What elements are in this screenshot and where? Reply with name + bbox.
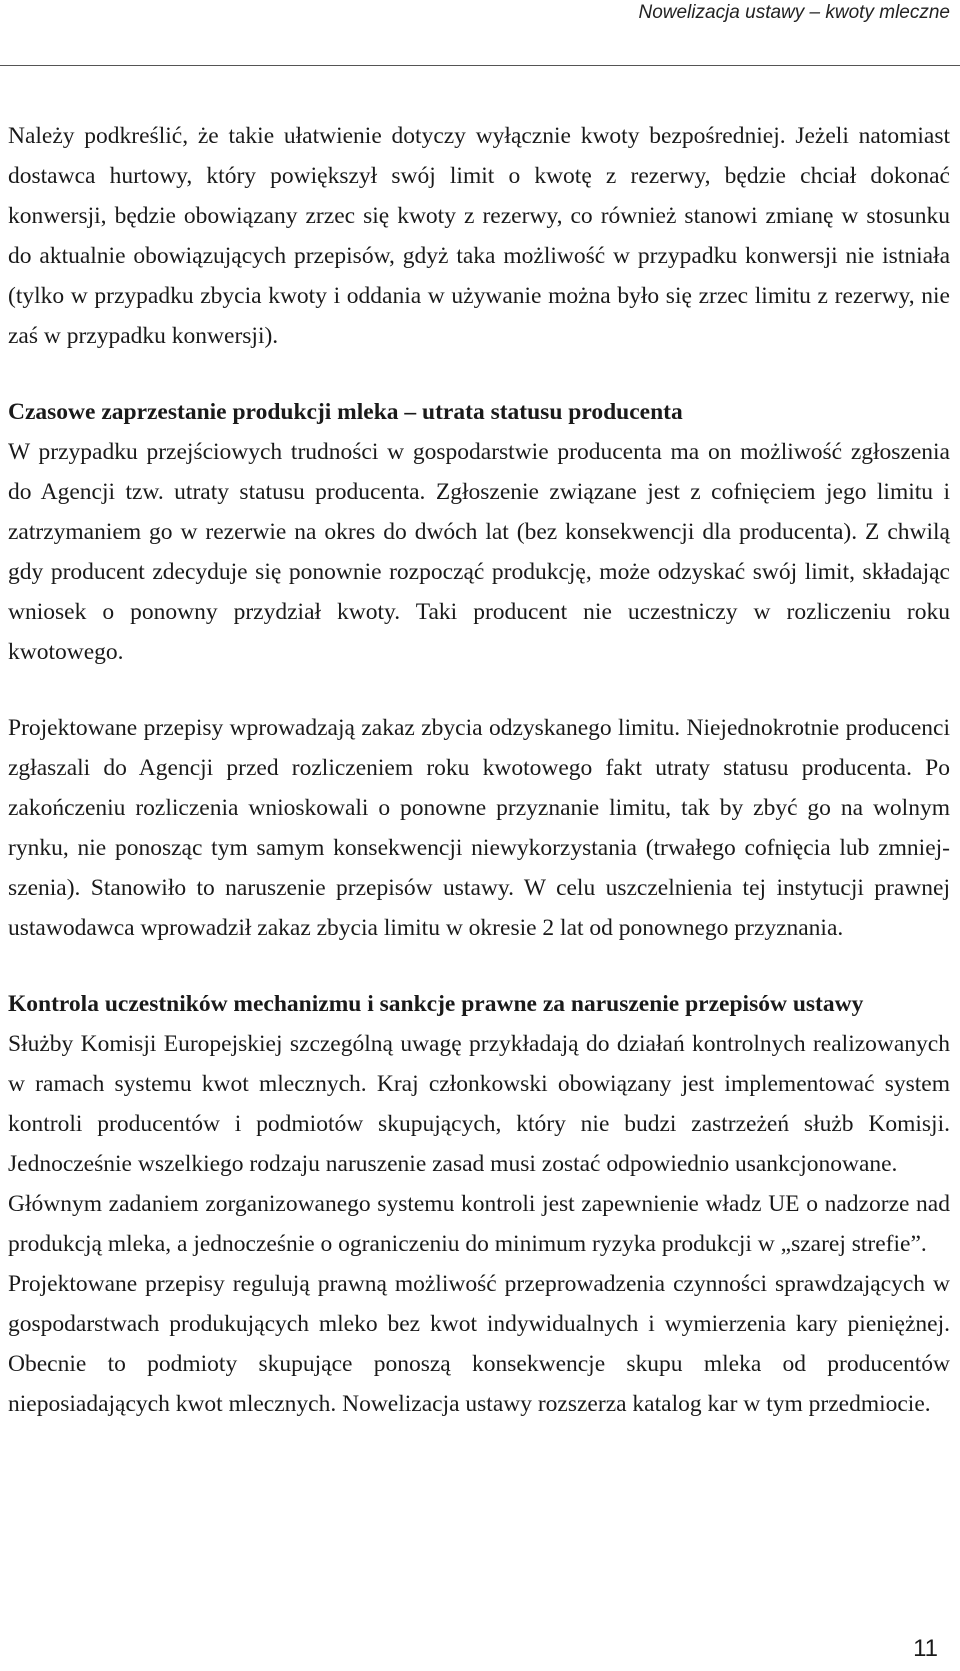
section2-paragraph-1: Służby Komisji Europejskiej szczególną uwagę przykładają do działań kontrolnych realizowanych w ramach systemu kwot mlecznych. Kraj członkowski obowiązany jest implementować system kontroli producentów i podmiotów skupujących, który nie budzi zastrzeżeń służb Komisji. Jednocześnie wszelkiego rodzaju naruszenie zasad musi zostać odpowiednio usankcjonowane. [8,1031,950,1177]
page-number: 11 [913,1635,938,1662]
page-content [8,116,950,1424]
section2-paragraph-2: Głównym zadaniem zorganizowanego systemu kontroli jest zapewnienie władz UE o nadzorze nad produkcją mleka, a jednocześnie o ograniczeniu do minimum ryzyka produkcji w „szarej strefie”. [8,1191,950,1257]
section1-paragraph-1: W przypadku przejściowych trudności w gospodarstwie producenta ma on możliwość zgłoszenia do Agencji tzw. utraty statusu producenta. Zgłoszenie związane jest z cofnięciem jego limitu i zatrzymaniem go w rezerwie na okres do dwóch lat (bez konsekwencji dla producenta). Z chwilą gdy producent zdecyduje się ponownie rozpocząć produkcję, może odzyskać swój limit, składając wniosek o ponowny przydział kwoty. Taki producent nie uczestniczy w rozliczeniu roku kwotowego. [8,439,950,665]
section1-paragraph-2: Projektowane przepisy wprowadzają zakaz zbycia odzyskanego limitu. Niejednokrotnie producenci zgłaszali do Agencji przed rozliczeniem roku kwotowego fakt utraty statusu producenta. Po zakończeniu rozliczenia wnioskowali o ponowne przyznanie limitu, tak by zbyć go na wolnym rynku, nie ponosząc tym samym konsekwencji niewykorzystania (trwałego cofnięcia lub zmniejszenia). Stanowiło to naruszenie przepisów ustawy. W celu uszczelnienia tej instytucji prawnej ustawodawca wprowadził zakaz zbycia limitu w okresie 2 lat od ponownego przyznania. [8,715,950,941]
running-header [0,0,960,66]
section-heading-control-sanctions: Kontrola uczestników mechanizmu i sankcje prawne za naruszenie przepisów ustawy [8,991,864,1017]
running-title: Nowelizacja ustawy – kwoty mleczne [638,2,950,23]
section-heading-production-suspension: Czasowe zaprzestanie produkcji mleka – utrata statusu producenta [8,399,683,425]
intro-paragraph: Należy podkreślić, że takie ułatwienie dotyczy wyłącznie kwoty bezpośredniej. Jeżeli natomiast dostawca hurtowy, który powiększył swój limit o kwotę z rezerwy, będzie chciał dokonać konwersji, będzie obowiązany zrzec się kwoty z rezerwy, co również stanowi zmianę w stosunku do aktualnie obowiązujących przepisów, gdyż taka możliwość w przypadku konwersji nie istniała (tylko w przypadku zbycia kwoty i oddania w używanie można było się zrzec limitu z rezerwy, nie zaś w przypadku konwersji). [8,123,950,349]
section2-paragraph-3: Projektowane przepisy regulują prawną możliwość przeprowadzenia czynności sprawdzających w gospodarstwach produkujących mleko bez kwot indywidualnych i wymierzenia kary pieniężnej. Obecnie to podmioty skupujące ponoszą konsekwencje skupu mleka od producentów nieposiadających kwot mlecznych. Nowelizacja ustawy rozszerza katalog kar w tym przedmiocie. [8,1271,950,1417]
